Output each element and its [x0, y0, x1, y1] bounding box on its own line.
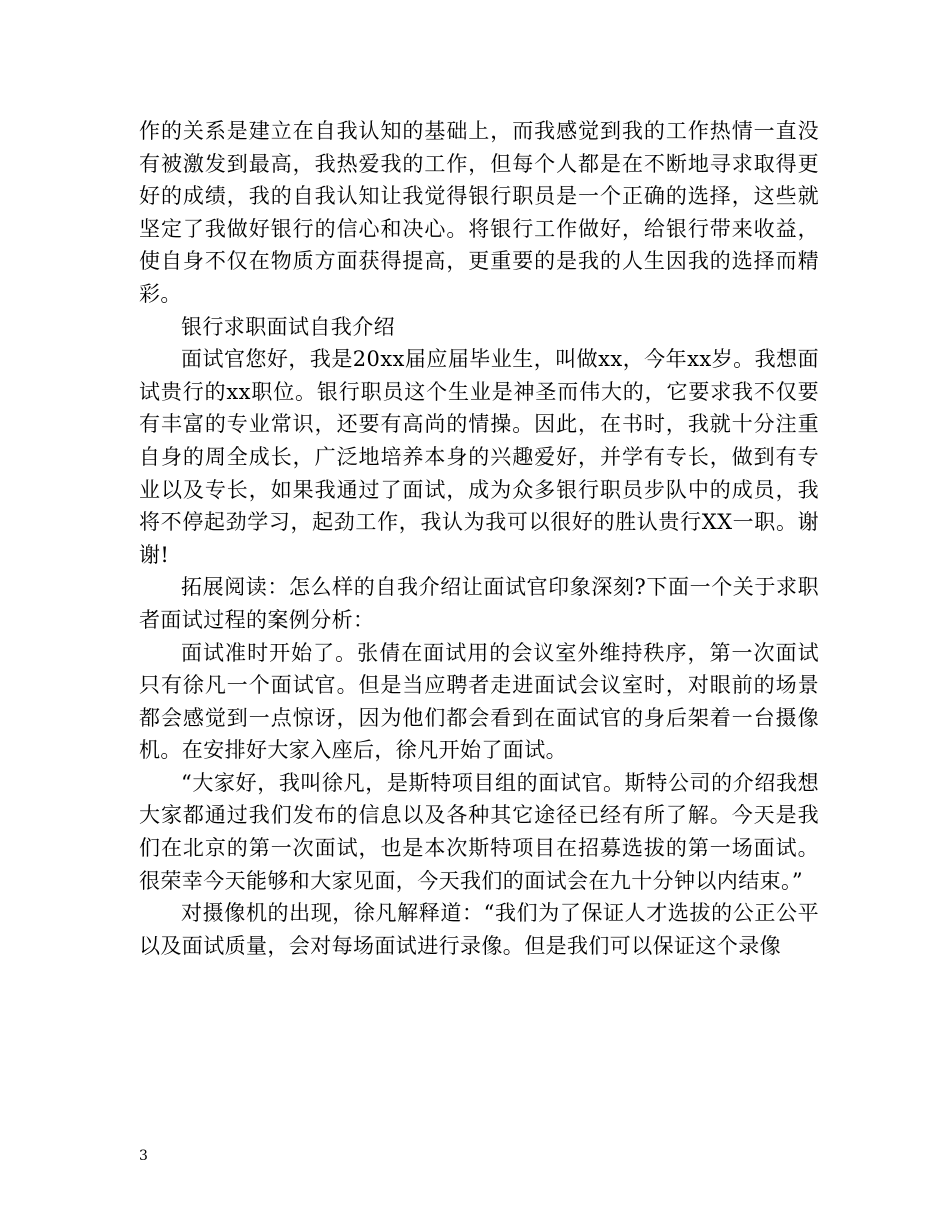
paragraph-4: 面试准时开始了。张倩在面试用的会议室外维持秩序，第一次面试只有徐凡一个面试官。但是当应聘者走进面试会议室时，对眼前的场景都会感觉到一点惊讶，因为他们都会看到在面试官的身后架着一台摄像机。在安排好大家入座后，徐凡开始了面试。 [139, 640, 819, 763]
paragraph-3: 拓展阅读：怎么样的自我介绍让面试官印象深刻?下面一个关于求职者面试过程的案例分析： [139, 575, 819, 632]
paragraph-1: 作的关系是建立在自我认知的基础上，而我感觉到我的工作热情一直没有被激发到最高，我热爱我的工作，但每个人都是在不断地寻求取得更好的成绩，我的自我认知让我觉得银行职员是一个正确的选择，这些就坚定了我做好银行的信心和决心。将银行工作做好，给银行带来收益，使自身不仅在物质方面获得提高，更重要的是我的人生因我的选择而精彩。 [139, 119, 819, 306]
section-heading: 银行求职面试自我介绍 [181, 314, 395, 339]
paragraph-2: 面试官您好，我是20xx届应届毕业生，叫做xx，今年xx岁。我想面试贵行的xx职位。银行职员这个生业是神圣而伟大的，它要求我不仅要有丰富的专业常识，还要有高尚的情操。因此，在书时，我就十分注重自身的周全成长，广泛地培养本身的兴趣爱好，并学有专长，做到有专业以及专长，如果我通过了面试，成为众多银行职员步队中的成员，我将不停起劲学习，起劲工作，我认为我可以很好的胜认贵行XX一职。谢谢! [139, 347, 819, 567]
paragraph-5: “大家好，我叫徐凡，是斯特项目组的面试官。斯特公司的介绍我想大家都通过我们发布的信息以及各种其它途径已经有所了解。今天是我们在北京的第一次面试，也是本次斯特项目在招募选拔的第一场面试。很荣幸今天能够和大家见面，今天我们的面试会在九十分钟以内结束。” [139, 770, 819, 893]
paragraph-6: 对摄像机的出现，徐凡解释道：“我们为了保证人才选拔的公正公平以及面试质量，会对每场面试进行录像。但是我们可以保证这个录像 [139, 901, 819, 958]
page-number: 3 [139, 1148, 148, 1164]
document-body [139, 115, 819, 962]
